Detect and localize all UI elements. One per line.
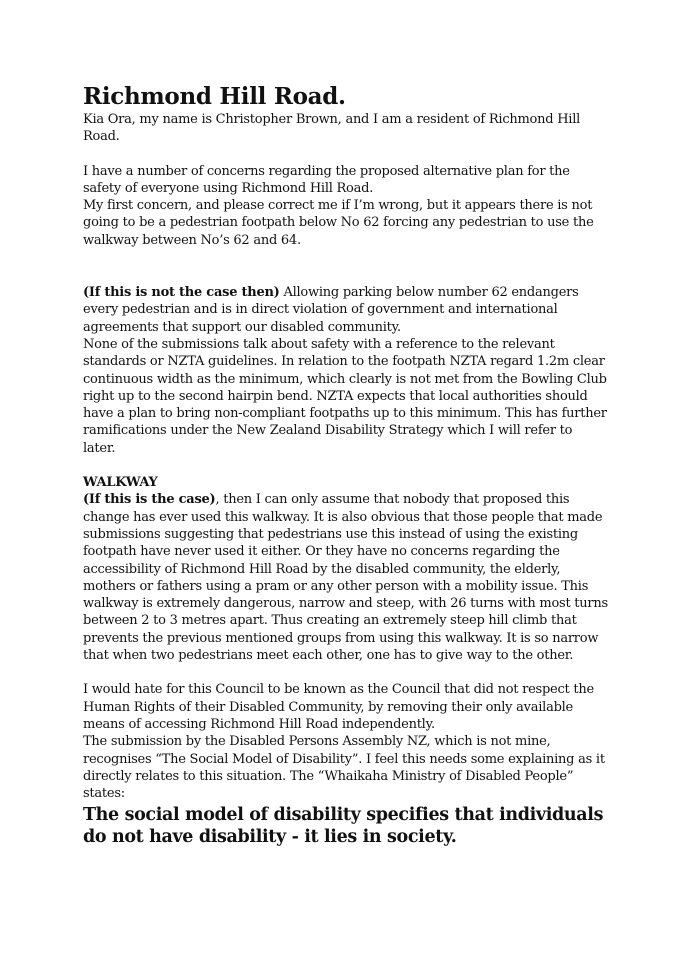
council-paragraph: I would hate for this Council to be known as the Council that did not respect the Human Rights of their Disabled Community, by removing their only available means of accessing Richmond Hill Road independently.	[83, 682, 594, 732]
case-not-text: Allowing parking below number 62 endangers every pedestrian and is in direct violation of government and international agreements that support our disabled community.	[83, 285, 579, 335]
walkway-text: , then I can only assume that nobody that proposed this change has ever used this walkway. It is also obvious that those people that made submissions suggesting that pedestrians use this instead of using the existing footpath have never used it either. Or they have no concerns regarding the accessibility of Richmond Hill Road by the disabled community, the elderly, mothers or fathers using a pram or any other person with a mobility issue. This walkway is extremely dangerous, narrow and steep, with 26 turns with most turns between 2 to 3 metres apart. Thus creating an extremely steep hill climb that prevents the previous mentioned groups from using this walkway. It is so narrow that when two pedestrians meet each other, one has to give way to the other.	[83, 492, 608, 664]
spacer	[83, 457, 608, 474]
social-model-paragraph: The submission by the Disabled Persons Assembly NZ, which is not mine, recognises “The Social Model of Disability”. I feel this needs some explaining as it directly relates to this situation. The “Whaikaha Ministry of Disabled People” states:	[83, 734, 605, 802]
concerns-paragraph-2: My first concern, and please correct me if I’m wrong, but it appears there is not going to be a pedestrian footpath below No 62 forcing any pedestrian to use the walkway between No’s 62 and 64.	[83, 198, 594, 248]
social-model-quote: The social model of disability specifies that individuals do not have disability - it lies in society.	[83, 805, 604, 848]
document-title: Richmond Hill Road.	[83, 83, 346, 110]
spacer	[83, 249, 608, 284]
spacer	[83, 664, 608, 681]
case-not-paragraph	[83, 284, 608, 336]
concerns-paragraph-1: I have a number of concerns regarding the proposed alternative plan for the safety of everyone using Richmond Hill Road.	[83, 163, 570, 196]
walkway-lead: (If this is the case)	[83, 492, 216, 508]
submissions-paragraph: None of the submissions talk about safety with a reference to the relevant standards or NZTA guidelines. In relation to the footpath NZTA regard 1.2m clear continuous width as the minimum, which clearly is not met from the Bowling Club right up to the second hairpin bend. NZTA expects that local authorities should have a plan to bring non-compliant footpaths up to this minimum. This has further ramifications under the New Zealand Disability Strategy which I will refer to later.	[83, 336, 607, 456]
walkway-paragraph	[83, 491, 608, 664]
walkway-heading: WALKWAY	[83, 475, 158, 491]
intro-paragraph: Kia Ora, my name is Christopher Brown, and I am a resident of Richmond Hill Road.	[83, 112, 581, 145]
spacer	[83, 146, 608, 163]
document-page	[83, 84, 608, 848]
case-not-lead: (If this is not the case then)	[83, 285, 280, 301]
